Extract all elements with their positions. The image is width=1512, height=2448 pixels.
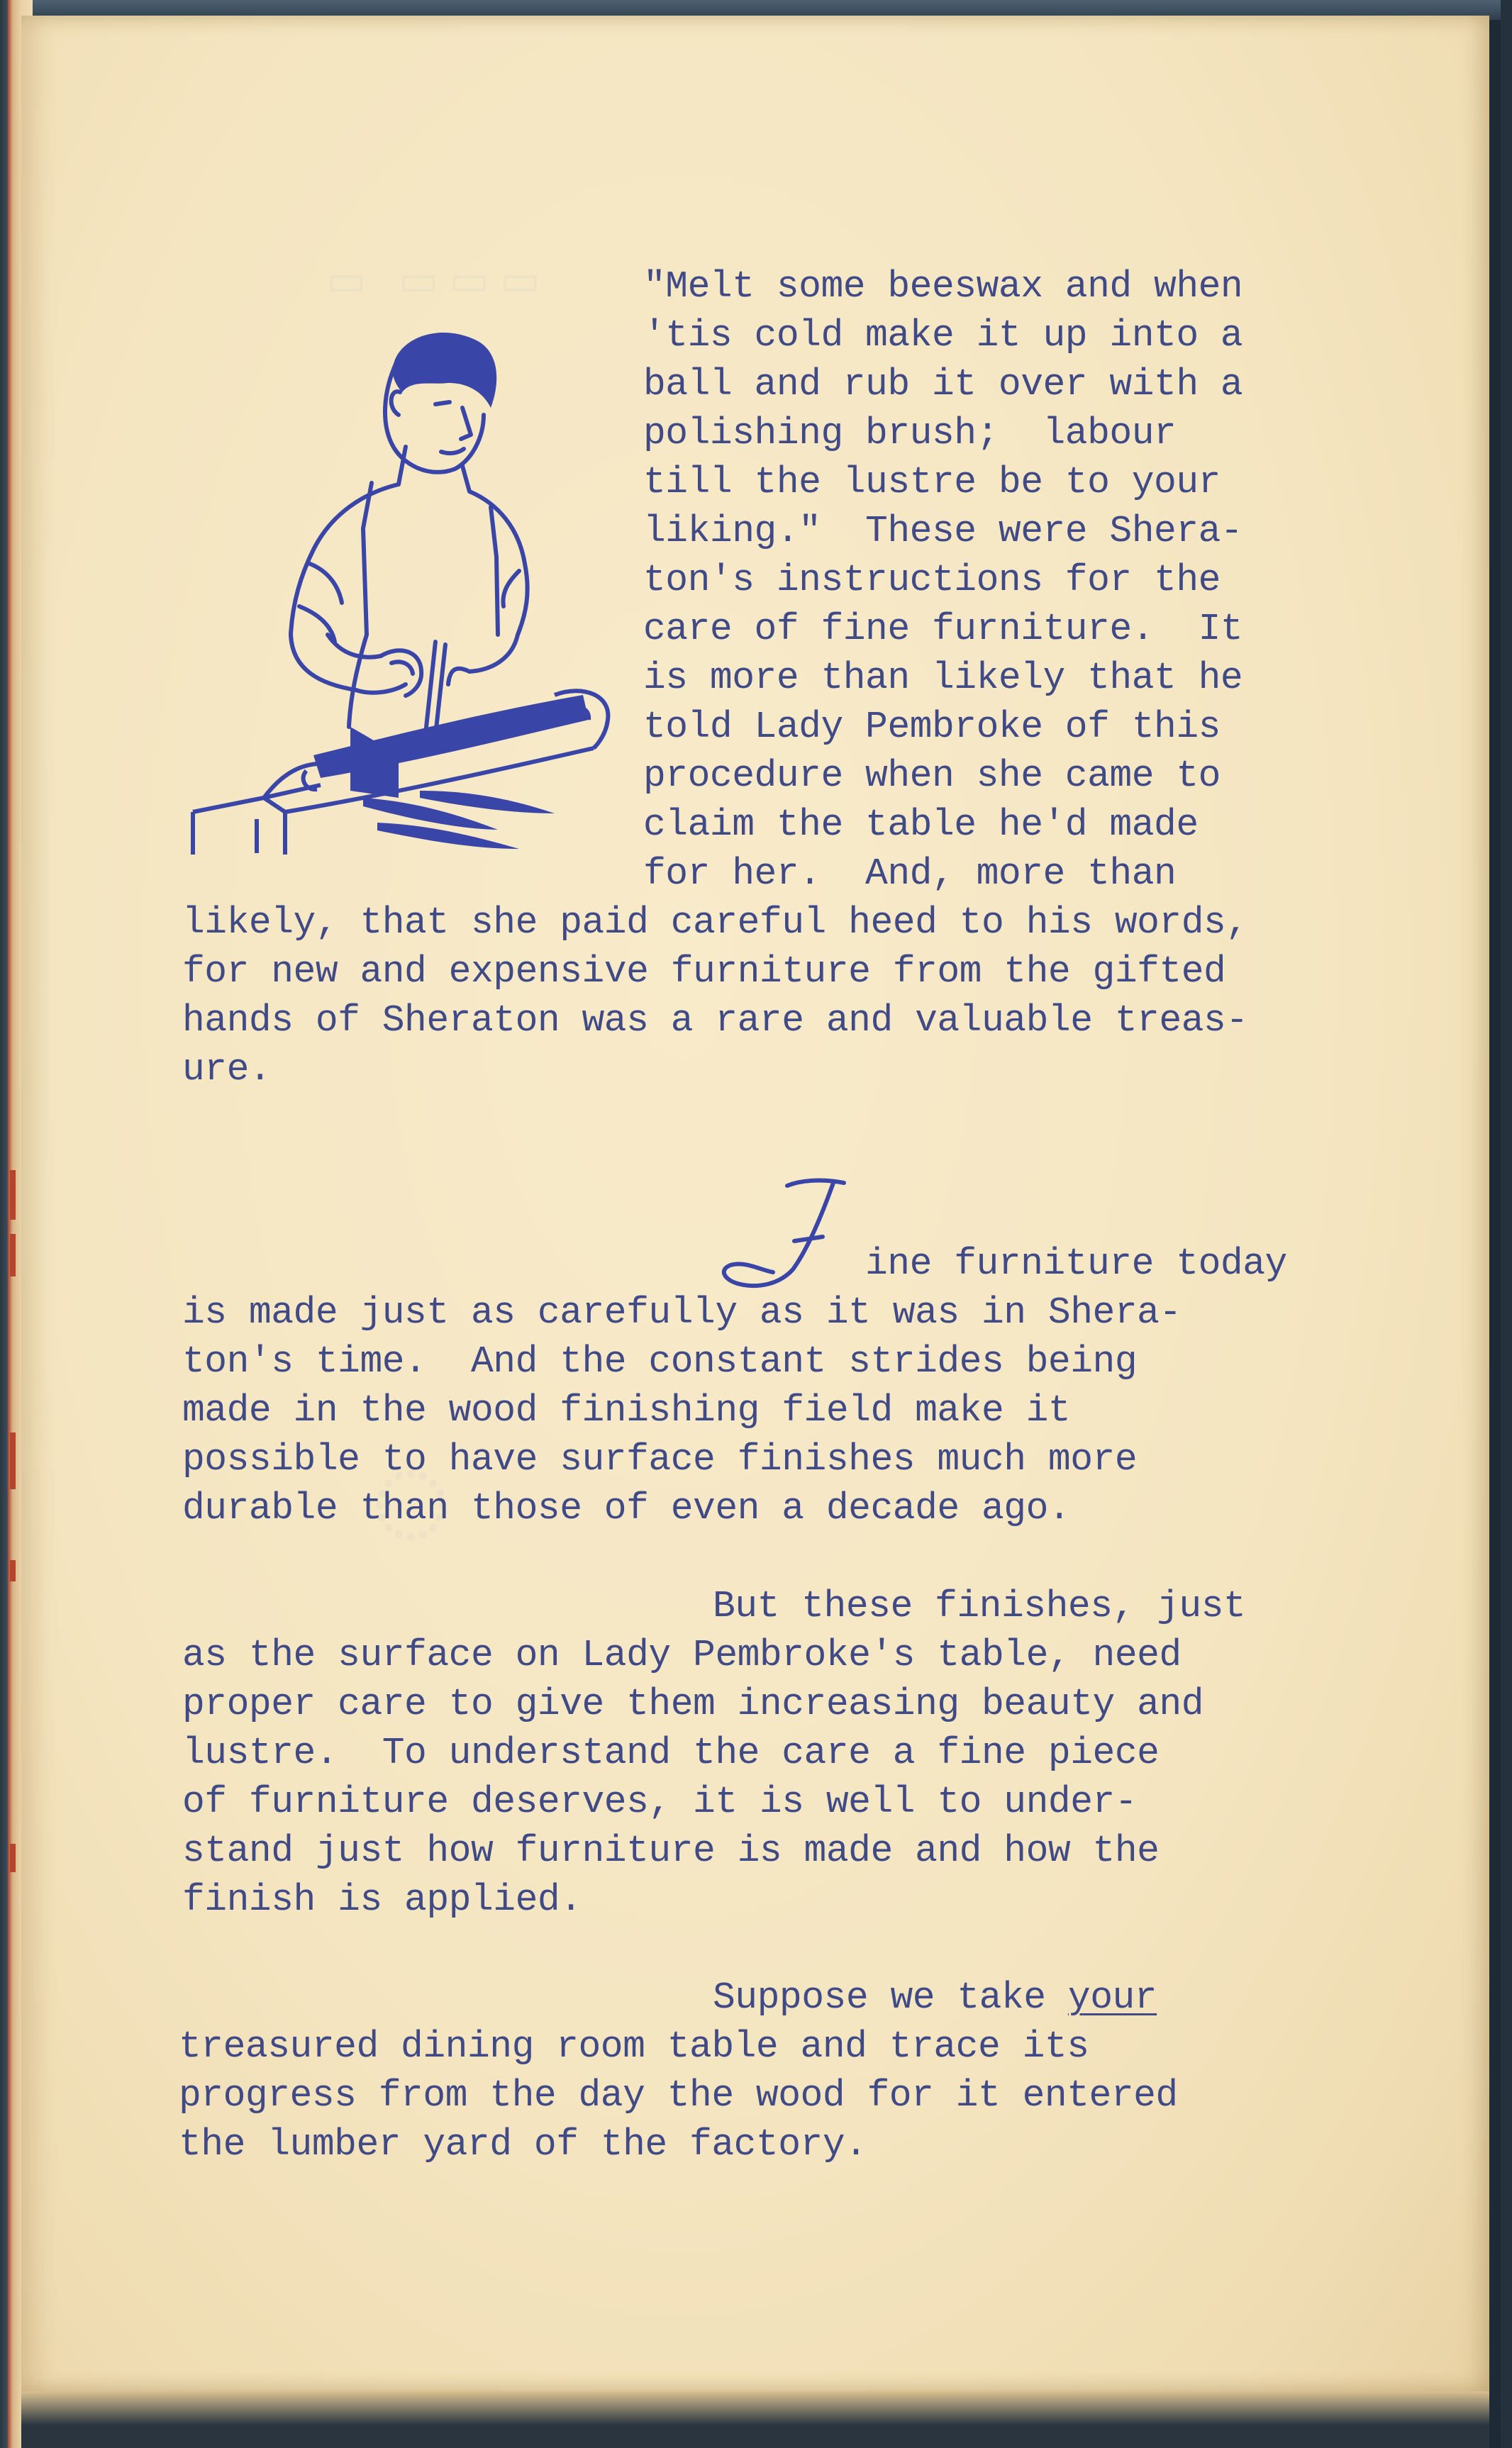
- text-line: ball and rub it over with a: [643, 363, 1243, 406]
- spine-stitch: [10, 1432, 16, 1489]
- text-line: care of fine furniture. It: [643, 608, 1243, 650]
- text-line: told Lady Pembroke of this: [643, 706, 1221, 748]
- text-line: till the lustre be to your: [643, 461, 1221, 503]
- book-cover-right-edge: [1501, 0, 1512, 2448]
- text-line: progress from the day the wood for it entered: [179, 2074, 1178, 2117]
- text-line: ton's instructions for the: [643, 559, 1221, 601]
- bleed-through-shape: ◌: [369, 1421, 453, 1578]
- text-line: is made just as carefully as it was in Shera-: [182, 1291, 1182, 1334]
- text-line: of furniture deserves, it is well to under-: [182, 1781, 1138, 1823]
- text-line: ine furniture today: [865, 1242, 1287, 1285]
- text-line: liking." These were Shera-: [643, 510, 1243, 552]
- spine-stitch: [10, 1844, 16, 1872]
- text-line: ure.: [182, 1048, 272, 1091]
- text-line: likely, that she paid careful heed to his words,: [182, 901, 1248, 944]
- text-line: But these finishes, just: [713, 1585, 1246, 1628]
- text-line: treasured dining room table and trace its: [179, 2025, 1089, 2068]
- text-line: polishing brush; labour: [643, 412, 1177, 455]
- craftsman-carving-illustration: [186, 301, 611, 855]
- spine-stitch: [10, 1234, 16, 1276]
- text-line: procedure when she came to: [643, 755, 1221, 797]
- text-line: the lumber yard of the factory.: [179, 2123, 867, 2166]
- text-line: hands of Sheraton was a rare and valuable treas-: [182, 999, 1248, 1042]
- text-line: claim the table he'd made: [643, 803, 1199, 846]
- bleed-through-shape: ▭ ▭ ▭ ▭: [326, 257, 540, 304]
- text-line: made in the wood finishing field make it: [182, 1389, 1071, 1432]
- page-bottom-edge: [21, 2391, 1489, 2448]
- text-line: [713, 1976, 1157, 2020]
- text-line: 'tis cold make it up into a: [643, 314, 1243, 357]
- text-segment: Suppose we take: [713, 1976, 1068, 2019]
- text-line: durable than those of even a decade ago.: [182, 1487, 1071, 1530]
- decorative-initial-f: [709, 1170, 865, 1298]
- text-line: proper care to give them increasing beauty and: [182, 1683, 1204, 1725]
- text-line: "Melt some beeswax and when: [643, 265, 1243, 308]
- underlined-word: your: [1067, 1976, 1157, 2019]
- spine-stitch: [10, 1170, 16, 1220]
- text-line: is more than likely that he: [643, 657, 1243, 699]
- text-line: for new and expensive furniture from the gifted: [182, 950, 1226, 993]
- text-line: as the surface on Lady Pembroke's table, need: [182, 1634, 1182, 1676]
- text-line: ton's time. And the constant strides being: [182, 1340, 1138, 1383]
- text-line: possible to have surface finishes much more: [182, 1438, 1138, 1481]
- text-line: for her. And, more than: [643, 852, 1177, 895]
- text-line: lustre. To understand the care a fine piece: [182, 1732, 1160, 1774]
- spine-stitch: [10, 1560, 16, 1581]
- text-line: stand just how furniture is made and how the: [182, 1830, 1160, 1872]
- text-line: finish is applied.: [182, 1879, 582, 1921]
